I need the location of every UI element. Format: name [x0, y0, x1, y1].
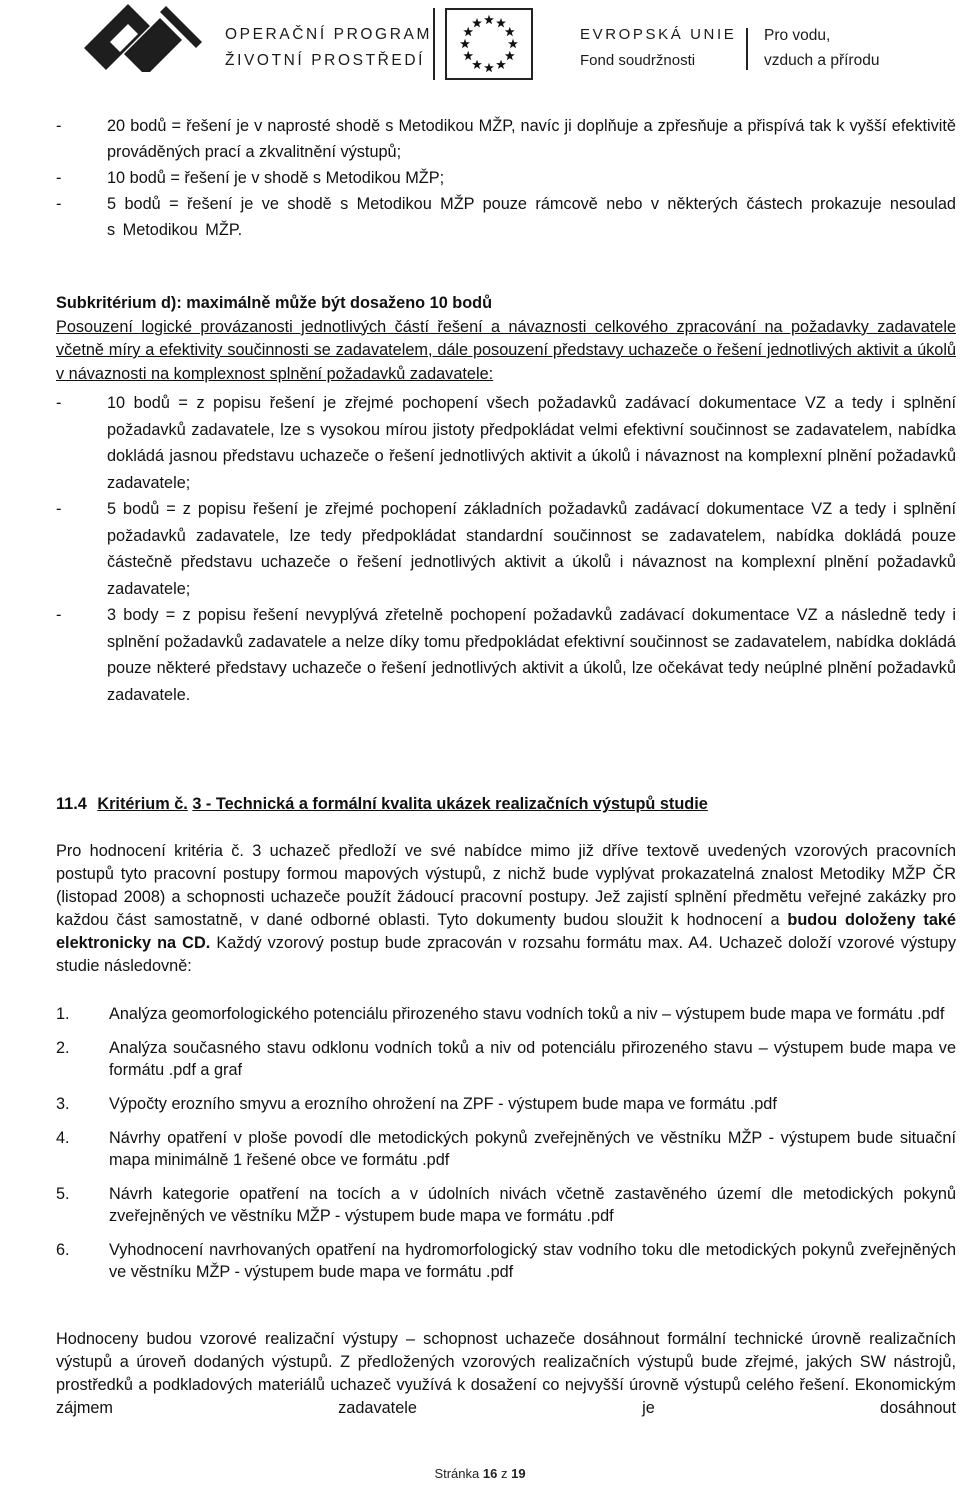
section-label: Kritérium č. — [97, 795, 188, 813]
list-item-text: 10 bodů = z popisu řešení je zřejmé pochopení všech požadavků zadávací dokumentace VZ a tedy i splnění požadavků zadavatele, lze s vysokou mírou jistoty předpokládat velmi efektivní součinnost se zadavatelem, nabídka dokládá jasnou představu uchazeče o řešení jednotlivých aktivit a úkolů i návaznost na komplexní plnění požadavků zadavatele; — [107, 394, 956, 492]
section-title: 3 - Technická a formální kvalita ukázek realizačních výstupů studie — [192, 795, 708, 813]
list-item-text: 10 bodů = řešení je v shodě s Metodikou MŽP; — [107, 169, 445, 187]
list-item-text: Výpočty erozního smyvu a erozního ohrožení na ZPF - výstupem bude mapa ve formátu .pdf — [109, 1095, 777, 1113]
section-heading — [0, 791, 960, 817]
list-number: 2. — [56, 1039, 70, 1057]
program-title-line2: ŽIVOTNÍ PROSTŘEDÍ — [225, 52, 426, 69]
list-item-text: 20 bodů = řešení je v naprosté shodě s Metodikou MŽP, navíc ji doplňuje a zpřesňuje a přispívá tak k vyšší efektivitě prováděných prací a zkvalitnění výstupů; — [107, 117, 956, 161]
section-number: 11.4 — [56, 795, 87, 813]
footer-prefix: Stránka — [434, 1466, 480, 1481]
list-dash: - — [56, 500, 62, 518]
program-title-line1: OPERAČNÍ PROGRAM — [225, 26, 432, 43]
list-dash: - — [56, 169, 62, 187]
list-item-text: Analýza geomorfologického potenciálu přirozeného stavu vodních toků a niv – výstupem bude mapa ve formátu .pdf — [109, 1005, 945, 1023]
list-item-text: Návrhy opatření v ploše povodí dle metodických pokynů zveřejněných ve věstníku MŽP - výstupem bude situační mapa minimálně 1 řešené obce ve formátu .pdf — [109, 1129, 956, 1169]
closing-text: Hodnoceny budou vzorové realizační výstupy – schopnost uchazeče dosáhnout formální technické úrovně realizačních výstupů a úroveň dodaných výstupů. Z předložených vzorových realizačních výstupů bude zřejmé, jakých SW nástrojů, prostředků a podkladových materiálů uchazeč využívá k dosažení co nejvyšší úrovně výstupů celého řešení. Ekonomickým zájmem zadavatele je dosáhnout — [56, 1330, 956, 1417]
footer-page-number: 16 — [482, 1466, 498, 1481]
paragraph-bold: budou doloženy také elektronicky na CD. — [56, 911, 956, 952]
paragraph-text: Pro hodnocení kritéria č. 3 uchazeč předloží ve své nabídce mimo již dříve textově uvedených vzorových pracovních postupů tyto pracovní postupy formou mapových výstupů, z nichž bude vyplývat prokazatelná znalost Metodiky MŽP ČR (listopad 2008) a schopnosti uchazeče použít žádoucí pracovní postupy. Jež zajistí splnění předmětu veřejné zakázky pro každou část samostatně, v dané odborné oblasti. Tyto dokumenty budou sloužit k hodnocení a — [56, 842, 956, 929]
eu-fund: Fond soudržnosti — [580, 52, 696, 69]
list-dash: - — [56, 394, 62, 412]
list-item-text: 5 bodů = řešení je ve shodě s Metodikou MŽP pouze rámcově nebo v některých částech prokazuje nesoulad s Metodikou MŽP. — [107, 195, 956, 239]
outputs-list — [0, 1003, 960, 1295]
paragraph-text-2: Každý vzorový postup bude zpracován v rozsahu formátu max. A4. Uchazeč doloží vzorové výstupy studie následovně: — [56, 934, 956, 975]
list-item-text: Analýza současného stavu odklonu vodních toků a niv od potenciálu přirozeného stavu – výstupem bude mapa ve formátu .pdf a graf — [109, 1039, 956, 1079]
list-item — [0, 1239, 960, 1283]
list-item — [0, 1037, 960, 1081]
top-score-list — [0, 113, 960, 243]
section-paragraph — [0, 840, 960, 978]
list-item — [0, 1003, 960, 1025]
closing-paragraph — [0, 1328, 960, 1420]
eu-flag-icon — [445, 8, 533, 80]
list-item — [0, 602, 960, 708]
list-dash: - — [56, 606, 62, 624]
footer-page-total: 19 — [511, 1466, 526, 1481]
list-item — [0, 496, 960, 602]
list-item — [0, 165, 960, 191]
page-header — [0, 0, 960, 80]
list-dash: - — [56, 195, 62, 213]
list-item-text: 5 bodů = z popisu řešení je zřejmé pochopení základních požadavků zadávací dokumentace VZ a tedy i splnění požadavků zadavatele, lze tedy předpokládat standardní součinnost se zadavatelem, nabídka dokládá pouze částečně představu uchazeče o řešení jednotlivých aktivit a úkolů i návaznost na komplexní plnění požadavků zadavatele; — [107, 500, 956, 598]
subcriterion-d — [0, 292, 960, 708]
subcriterion-heading: Subkritérium d): maximálně může být dosaženo 10 bodů — [56, 294, 493, 312]
list-item-text: 3 body = z popisu řešení nevyplývá zřetelně pochopení požadavků zadávací dokumentace VZ a následně tedy i splnění požadavků zadavatele a nelze díky tomu předpokládat efektivní součinnost se zadavatelem, nabídka dokládá pouze některé představy uchazeče o řešení jednotlivých aktivit a úkolů, lze očekávat tedy neúplné plnění požadavků zadavatele. — [107, 606, 956, 704]
op-zp-logo-icon — [84, 2, 208, 72]
list-number: 1. — [56, 1005, 70, 1023]
footer-of: z — [500, 1466, 508, 1481]
header-divider-2 — [746, 28, 748, 70]
list-number: 3. — [56, 1095, 70, 1113]
list-number: 4. — [56, 1129, 70, 1147]
list-item — [0, 1183, 960, 1227]
list-number: 6. — [56, 1241, 70, 1259]
subcriterion-intro: Posouzení logické provázanosti jednotlivých částí řešení a návaznosti celkového zpracování na požadavky zadavatele včetně míry a efektivity součinnosti se zadavatelem, dále posouzení představy uchazeče o řešení jednotlivých aktivit a úkolů v návaznosti na komplexnost splnění požadavků zadavatele: — [56, 317, 956, 383]
motto-line2: vzduch a přírodu — [764, 52, 880, 69]
list-item — [0, 113, 960, 165]
list-item — [0, 1127, 960, 1171]
list-item-text: Vyhodnocení navrhovaných opatření na hydromorfologický stav vodního toku dle metodických pokynů zveřejněných ve věstníku MŽP - výstupem bude mapa ve formátu .pdf — [109, 1241, 956, 1281]
list-number: 5. — [56, 1185, 70, 1203]
page-footer — [0, 1466, 960, 1481]
list-item — [0, 390, 960, 496]
header-divider — [433, 8, 435, 80]
motto-line1: Pro vodu, — [764, 27, 831, 44]
list-item — [0, 191, 960, 243]
list-dash: - — [56, 117, 62, 135]
eu-title: EVROPSKÁ UNIE — [580, 26, 737, 43]
list-item-text: Návrh kategorie opatření na tocích a v údolních nivách včetně zastavěného území dle metodických pokynů zveřejněných ve věstníku MŽP - výstupem bude mapa ve formátu .pdf — [109, 1185, 956, 1225]
list-item — [0, 1093, 960, 1115]
